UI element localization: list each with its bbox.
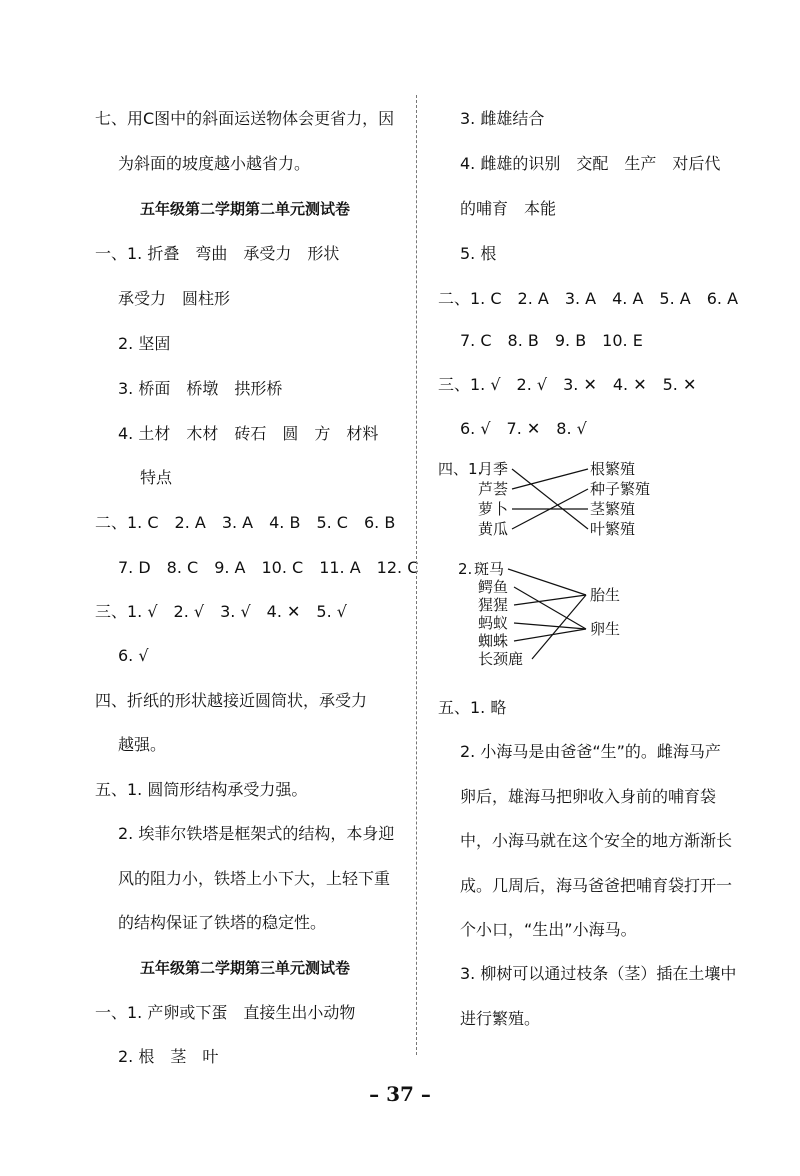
- answer-line: 6. √: [118, 646, 149, 665]
- method-item: 根繁殖: [590, 460, 636, 478]
- answer-line: 的哺育 本能: [460, 199, 557, 218]
- answer-line: 4. 雌雄的识别 交配 生产 对后代: [460, 154, 721, 173]
- method-item: 叶繁殖: [590, 520, 636, 538]
- match-line: [514, 629, 586, 641]
- answer-line: 3. 雌雄结合: [460, 109, 545, 128]
- answer-line: 卵后，雄海马把卵收入身前的哺育袋: [460, 787, 717, 806]
- plant-item: 月季: [478, 460, 509, 478]
- animal-item: 蜘蛛: [478, 632, 509, 650]
- animal-item: 蚂蚁: [478, 614, 509, 632]
- answer-line: 2. 根 茎 叶: [118, 1047, 219, 1066]
- answer-line: 的结构保证了铁塔的稳定性。: [118, 913, 327, 932]
- method-item: 茎繁殖: [590, 500, 636, 518]
- answer-line: 越强。: [118, 735, 167, 754]
- answer-line: 四、折纸的形状越接近圆筒状，承受力: [95, 691, 368, 710]
- section-heading: 五年级第二学期第三单元测试卷: [140, 959, 351, 977]
- birth-type-item: 卵生: [590, 620, 621, 638]
- answer-line: 一、1. 产卵或下蛋 直接生出小动物: [95, 1003, 356, 1022]
- answer-line: 6. √ 7. ✕ 8. √: [460, 419, 587, 438]
- answer-line: 中，小海马就在这个安全的地方渐渐长: [460, 831, 733, 850]
- method-item: 种子繁殖: [590, 480, 651, 498]
- answer-line: 特点: [140, 468, 173, 487]
- column-divider: [416, 95, 417, 1055]
- answer-line: 三、1. √ 2. √ 3. ✕ 4. ✕ 5. ✕: [438, 375, 697, 394]
- matching-lines: [458, 558, 658, 670]
- answer-line: 二、1. C 2. A 3. A 4. B 5. C 6. B: [95, 513, 396, 532]
- matching-diagram-propagation: [438, 458, 688, 542]
- answer-line: 3. 桥面 桥墩 拱形桥: [118, 379, 283, 398]
- plant-item: 黄瓜: [478, 520, 509, 538]
- answer-line: 5. 根: [460, 244, 497, 263]
- answer-line: 4. 土材 木材 砖石 圆 方 材料: [118, 424, 379, 443]
- match-line: [514, 595, 586, 605]
- matching-diagram-reproduction: [458, 558, 658, 670]
- answer-line: 一、1. 折叠 弯曲 承受力 形状: [95, 244, 340, 263]
- answer-line: 3. 柳树可以通过枝条（茎）插在土壤中: [460, 964, 737, 983]
- answer-line: 为斜面的坡度越小越省力。: [118, 154, 311, 173]
- answer-line: 承受力 圆柱形: [118, 289, 231, 308]
- answer-line: 五、1. 圆筒形结构承受力强。: [95, 780, 308, 799]
- plant-item: 芦荟: [478, 480, 509, 498]
- plant-item: 萝卜: [478, 500, 509, 518]
- animal-item: 斑马: [474, 560, 505, 578]
- matching-label: 2.: [458, 560, 473, 578]
- section-heading: 五年级第二学期第二单元测试卷: [140, 200, 351, 218]
- answer-line: 成。几周后，海马爸爸把哺育袋打开一: [460, 876, 733, 895]
- answer-line: 三、1. √ 2. √ 3. √ 4. ✕ 5. √: [95, 602, 347, 621]
- match-line: [512, 469, 588, 489]
- matching-label: 四、1.: [438, 460, 483, 478]
- answer-line: 五、1. 略: [438, 698, 507, 717]
- animal-item: 鳄鱼: [478, 578, 509, 596]
- match-line: [514, 623, 586, 629]
- answer-line: 2. 小海马是由爸爸“生”的。雌海马产: [460, 742, 721, 761]
- page-number: – 37 –: [369, 1082, 431, 1106]
- birth-type-item: 胎生: [590, 586, 621, 604]
- answer-line: 2. 坚固: [118, 334, 171, 353]
- answer-line: 二、1. C 2. A 3. A 4. A 5. A 6. A: [438, 289, 739, 308]
- match-line: [512, 469, 588, 529]
- match-line: [532, 595, 586, 659]
- answer-line: 风的阻力小，铁塔上小下大，上轻下重: [118, 869, 391, 888]
- animal-item: 猩猩: [478, 596, 509, 614]
- animal-item: 长颈鹿: [478, 650, 524, 668]
- answer-line: 7. C 8. B 9. B 10. E: [460, 331, 643, 350]
- answer-line: 7. D 8. C 9. A 10. C 11. A 12. C: [118, 558, 419, 577]
- match-line: [508, 569, 586, 595]
- answer-line: 个小口，“生出”小海马。: [460, 920, 637, 939]
- answer-line: 进行繁殖。: [460, 1009, 541, 1028]
- answer-line: 七、用C图中的斜面运送物体会更省力，因: [95, 109, 395, 128]
- matching-lines: [438, 458, 688, 542]
- answer-line: 2. 埃菲尔铁塔是框架式的结构，本身迎: [118, 824, 395, 843]
